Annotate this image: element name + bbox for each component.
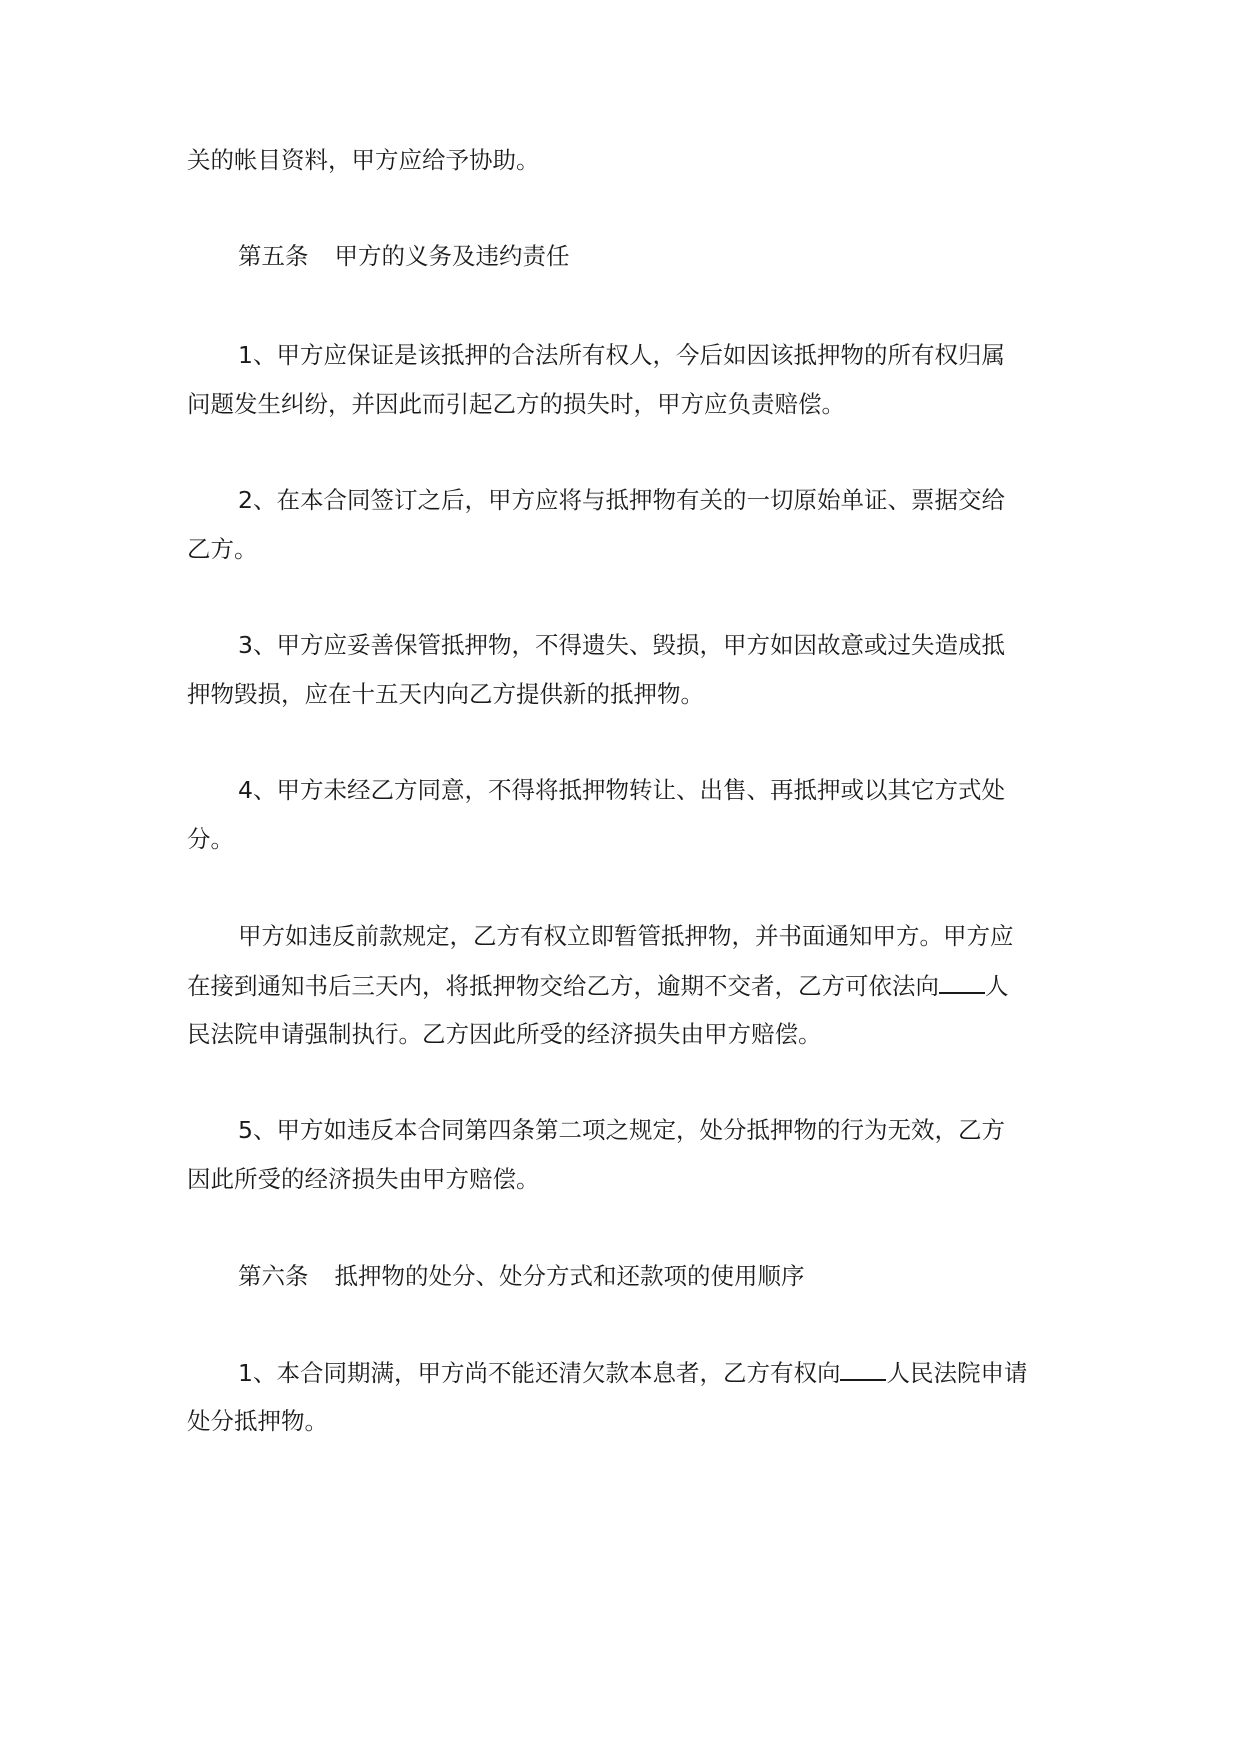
item-text: 问题发生纠纷，并因此而引起乙方的损失时，甲方应负责赔偿。 — [187, 390, 845, 418]
penalty-line-1 — [238, 921, 1014, 951]
article-5-item-4-line-1 — [238, 775, 1005, 805]
article-6-item-1-line-2 — [187, 1406, 328, 1436]
article-5-item-4-line-2 — [187, 824, 234, 854]
item-text: 2、在本合同签订之后，甲方应将与抵押物有关的一切原始单证、票据交给 — [238, 486, 1005, 514]
item-text: 因此所受的经济损失由甲方赔偿。 — [187, 1165, 540, 1193]
item-text: 人民法院申请 — [886, 1359, 1028, 1387]
article-6-title: 抵押物的处分、处分方式和还款项的使用顺序 — [334, 1262, 805, 1290]
item-text: 4、甲方未经乙方同意，不得将抵押物转让、出售、再抵押或以其它方式处 — [238, 776, 1005, 804]
article-5-heading — [238, 241, 570, 271]
court-name-blank — [939, 970, 985, 994]
item-text: 1、本合同期满，甲方尚不能还清欠款本息者，乙方有权向 — [238, 1359, 841, 1387]
item-text: 3、甲方应妥善保管抵押物，不得遗失、毁损，甲方如因故意或过失造成抵 — [238, 631, 1005, 659]
penalty-text: 甲方如违反前款规定，乙方有权立即暂管抵押物，并书面通知甲方。甲方应 — [238, 922, 1014, 950]
article-6-number: 第六条 — [238, 1262, 309, 1290]
penalty-text: 在接到通知书后三天内，将抵押物交给乙方，逾期不交者，乙方可依法向 — [187, 972, 939, 1000]
item-text: 押物毁损，应在十五天内向乙方提供新的抵押物。 — [187, 680, 704, 708]
item-text: 处分抵押物。 — [187, 1407, 328, 1435]
penalty-line-2 — [187, 970, 1009, 1000]
court-name-blank — [840, 1357, 886, 1381]
article-6-heading — [238, 1261, 805, 1291]
article-5-title: 甲方的义务及违约责任 — [334, 242, 570, 270]
article-5-item-1-line-2 — [187, 389, 845, 419]
continuation-line — [187, 145, 540, 175]
article-5-item-2-line-1 — [238, 485, 1005, 515]
article-5-item-1-line-1 — [238, 340, 1005, 370]
item-text: 分。 — [187, 825, 234, 853]
item-text: 乙方。 — [187, 535, 258, 563]
article-5-item-2-line-2 — [187, 534, 258, 564]
article-5-item-3-line-1 — [238, 630, 1005, 660]
penalty-line-3 — [187, 1019, 822, 1049]
article-5-item-5-line-1 — [238, 1115, 1005, 1145]
article-5-item-3-line-2 — [187, 679, 704, 709]
continuation-text: 关的帐目资料，甲方应给予协助。 — [187, 146, 540, 174]
article-5-number: 第五条 — [238, 242, 309, 270]
penalty-text: 人 — [985, 972, 1009, 1000]
item-text: 1、甲方应保证是该抵押的合法所有权人，今后如因该抵押物的所有权归属 — [238, 341, 1005, 369]
penalty-text: 民法院申请强制执行。乙方因此所受的经济损失由甲方赔偿。 — [187, 1020, 822, 1048]
item-text: 5、甲方如违反本合同第四条第二项之规定，处分抵押物的行为无效，乙方 — [238, 1116, 1005, 1144]
article-6-item-1-line-1 — [238, 1357, 1027, 1387]
article-5-item-5-line-2 — [187, 1164, 540, 1194]
